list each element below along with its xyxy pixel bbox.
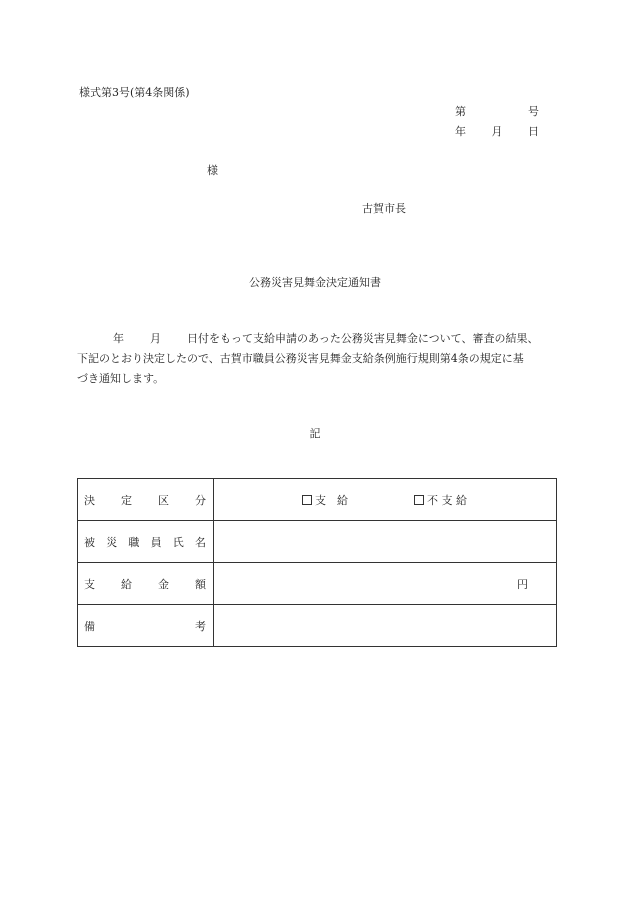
amount-unit: 円: [517, 577, 528, 591]
label-char: 被: [84, 535, 95, 549]
form-number: 様式第3号(第4条関係): [79, 86, 190, 99]
issue-date: [455, 123, 539, 139]
label-char: 分: [195, 493, 206, 507]
issuer-name: 古賀市長: [362, 202, 406, 215]
issue-date-month: 月: [491, 125, 503, 138]
body-year: 年: [113, 332, 124, 345]
body-line-3: づき通知します。: [77, 372, 165, 385]
issue-number-suffix: 号: [528, 105, 539, 118]
body-line-1: [77, 329, 557, 349]
label-char: 名: [194, 535, 206, 549]
issue-date-day: 日: [528, 125, 539, 138]
document-title: 公務災害見舞金決定通知書: [249, 276, 381, 289]
option-no-pay-label: 不 支 給: [427, 493, 467, 507]
label-char: 職: [128, 535, 140, 549]
checkbox-icon[interactable]: [414, 495, 424, 505]
row-decision-category: [78, 479, 557, 521]
value-decision-category: [214, 479, 557, 521]
body-month: 月: [150, 332, 161, 345]
issue-number-prefix: 第: [455, 105, 466, 118]
label-char: 額: [195, 577, 206, 591]
option-pay-label: 支 給: [315, 493, 348, 507]
label-char: 備: [84, 619, 95, 633]
label-char: 考: [195, 619, 206, 633]
ki-mark: 記: [309, 427, 321, 440]
option-pay[interactable]: [302, 492, 348, 508]
label-char: 決: [84, 493, 95, 507]
checkbox-icon[interactable]: [302, 495, 312, 505]
body-text: [77, 329, 557, 389]
issue-number: [455, 103, 539, 119]
label-char: 給: [121, 577, 132, 591]
value-remarks[interactable]: [214, 605, 557, 647]
label-char: 員: [150, 535, 162, 549]
row-remarks: [78, 605, 557, 647]
label-char: 支: [84, 577, 95, 591]
row-payment-amount: [78, 563, 557, 605]
issue-date-year: 年: [455, 125, 466, 138]
label-char: 区: [158, 493, 169, 507]
decision-table: [77, 478, 557, 647]
label-remarks: [78, 605, 214, 647]
body-line-2: 下記のとおり決定したので、古賀市職員公務災害見舞金支給条例施行規則第4条の規定に基: [77, 352, 524, 365]
addressee-suffix: 様: [207, 164, 218, 177]
value-payment-amount[interactable]: [214, 563, 557, 605]
label-decision-category: [78, 479, 214, 521]
label-char: 氏: [172, 535, 184, 549]
label-char: 災: [106, 535, 118, 549]
value-victim-name[interactable]: [214, 521, 557, 563]
label-char: 金: [158, 577, 169, 591]
body-line-1-rest: 日付をもって支給申請のあった公務災害見舞金について、審査の結果、: [187, 332, 539, 345]
row-victim-name: [78, 521, 557, 563]
label-char: 定: [121, 493, 132, 507]
label-payment-amount: [78, 563, 214, 605]
label-victim-name: [78, 521, 214, 563]
option-no-pay[interactable]: [414, 492, 467, 508]
